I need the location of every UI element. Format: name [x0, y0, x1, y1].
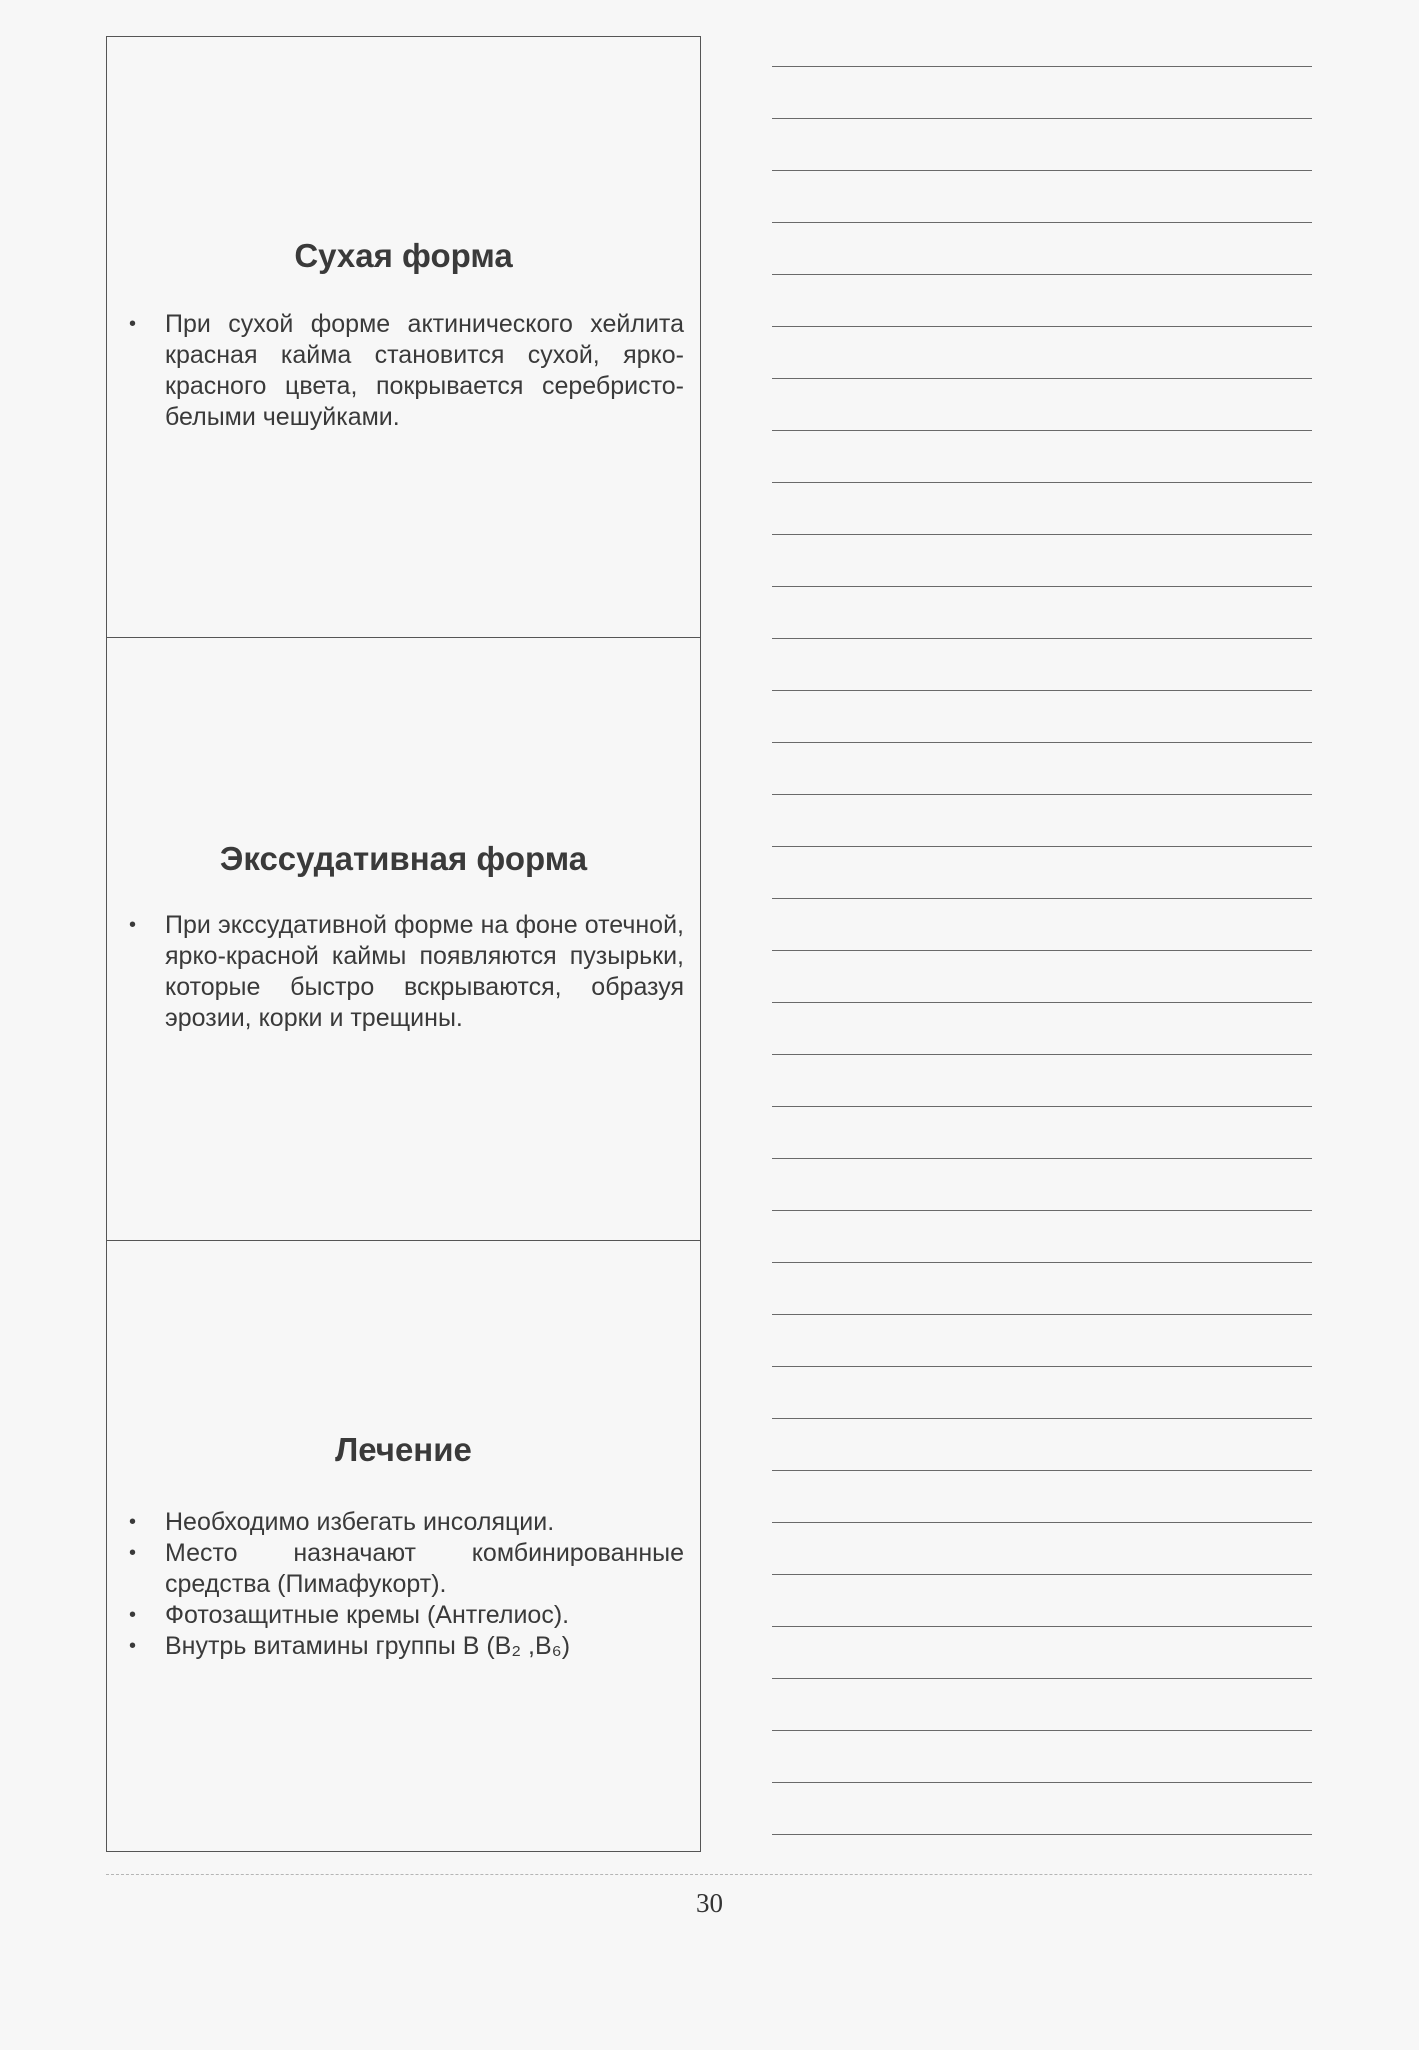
- ruled-line: [772, 794, 1312, 795]
- ruled-line: [772, 378, 1312, 379]
- bullet-list: [127, 1507, 684, 1662]
- ruled-line: [772, 1418, 1312, 1419]
- slide-title: Экссудативная форма: [219, 840, 588, 877]
- ruled-line: [772, 482, 1312, 483]
- slide-dry-form: [107, 37, 700, 637]
- ruled-line: [772, 66, 1312, 67]
- ruled-line: [772, 1366, 1312, 1367]
- ruled-line: [772, 1574, 1312, 1575]
- slides-column: [106, 36, 701, 1852]
- ruled-line: [772, 1262, 1312, 1263]
- ruled-line: [772, 690, 1312, 691]
- ruled-line: [772, 1158, 1312, 1159]
- ruled-line: [772, 1210, 1312, 1211]
- ruled-line: [772, 430, 1312, 431]
- ruled-line: [772, 1470, 1312, 1471]
- ruled-line: [772, 1782, 1312, 1783]
- bullet-item: • При сухой форме актинического хейлита красная кайма становится сухой, ярко-красного цвета, покрывается серебристо-белыми чешуйками.: [127, 309, 684, 433]
- bullet-item: • Необходимо избегать инсоляции.: [127, 1507, 684, 1538]
- bullet-item: • При экссудативной форме на фоне отечной, ярко-красной каймы появляются пузырьки, которые быстро вскрываются, образуя эрозии, корки и трещины.: [127, 910, 684, 1034]
- ruled-line: [772, 222, 1312, 223]
- bullet-list: [127, 309, 684, 433]
- ruled-line: [772, 898, 1312, 899]
- ruled-line: [772, 326, 1312, 327]
- ruled-line: [772, 118, 1312, 119]
- ruled-line: [772, 742, 1312, 743]
- slide-title: Лечение: [335, 1431, 472, 1468]
- bullet-item: • Внутрь витамины группы B (B₂ ,B₆): [127, 1631, 684, 1662]
- ruled-line: [772, 1522, 1312, 1523]
- slide-title: Сухая форма: [294, 237, 513, 274]
- ruled-line: [772, 846, 1312, 847]
- ruled-line: [772, 534, 1312, 535]
- footer-dashed-rule: [106, 1874, 1312, 1875]
- ruled-line: [772, 1678, 1312, 1679]
- bullet-item: • Фотозащитные кремы (Антгелиос).: [127, 1600, 684, 1631]
- ruled-line: [772, 586, 1312, 587]
- bullet-list: [127, 910, 684, 1034]
- slide-exudative-form: [107, 637, 700, 1240]
- ruled-line: [772, 950, 1312, 951]
- ruled-line: [772, 170, 1312, 171]
- slide-treatment: [107, 1240, 700, 1853]
- bullet-item: • Место назначают комбинированные средства (Пимафукорт).: [127, 1538, 684, 1600]
- ruled-line: [772, 1106, 1312, 1107]
- ruled-line: [772, 1002, 1312, 1003]
- ruled-line: [772, 1730, 1312, 1731]
- ruled-line: [772, 1314, 1312, 1315]
- ruled-line: [772, 1054, 1312, 1055]
- ruled-line: [772, 1626, 1312, 1627]
- ruled-line: [772, 1834, 1312, 1835]
- ruled-line: [772, 274, 1312, 275]
- ruled-line: [772, 638, 1312, 639]
- page-number: 30: [696, 1888, 723, 1918]
- notes-ruled-lines: [772, 0, 1312, 1870]
